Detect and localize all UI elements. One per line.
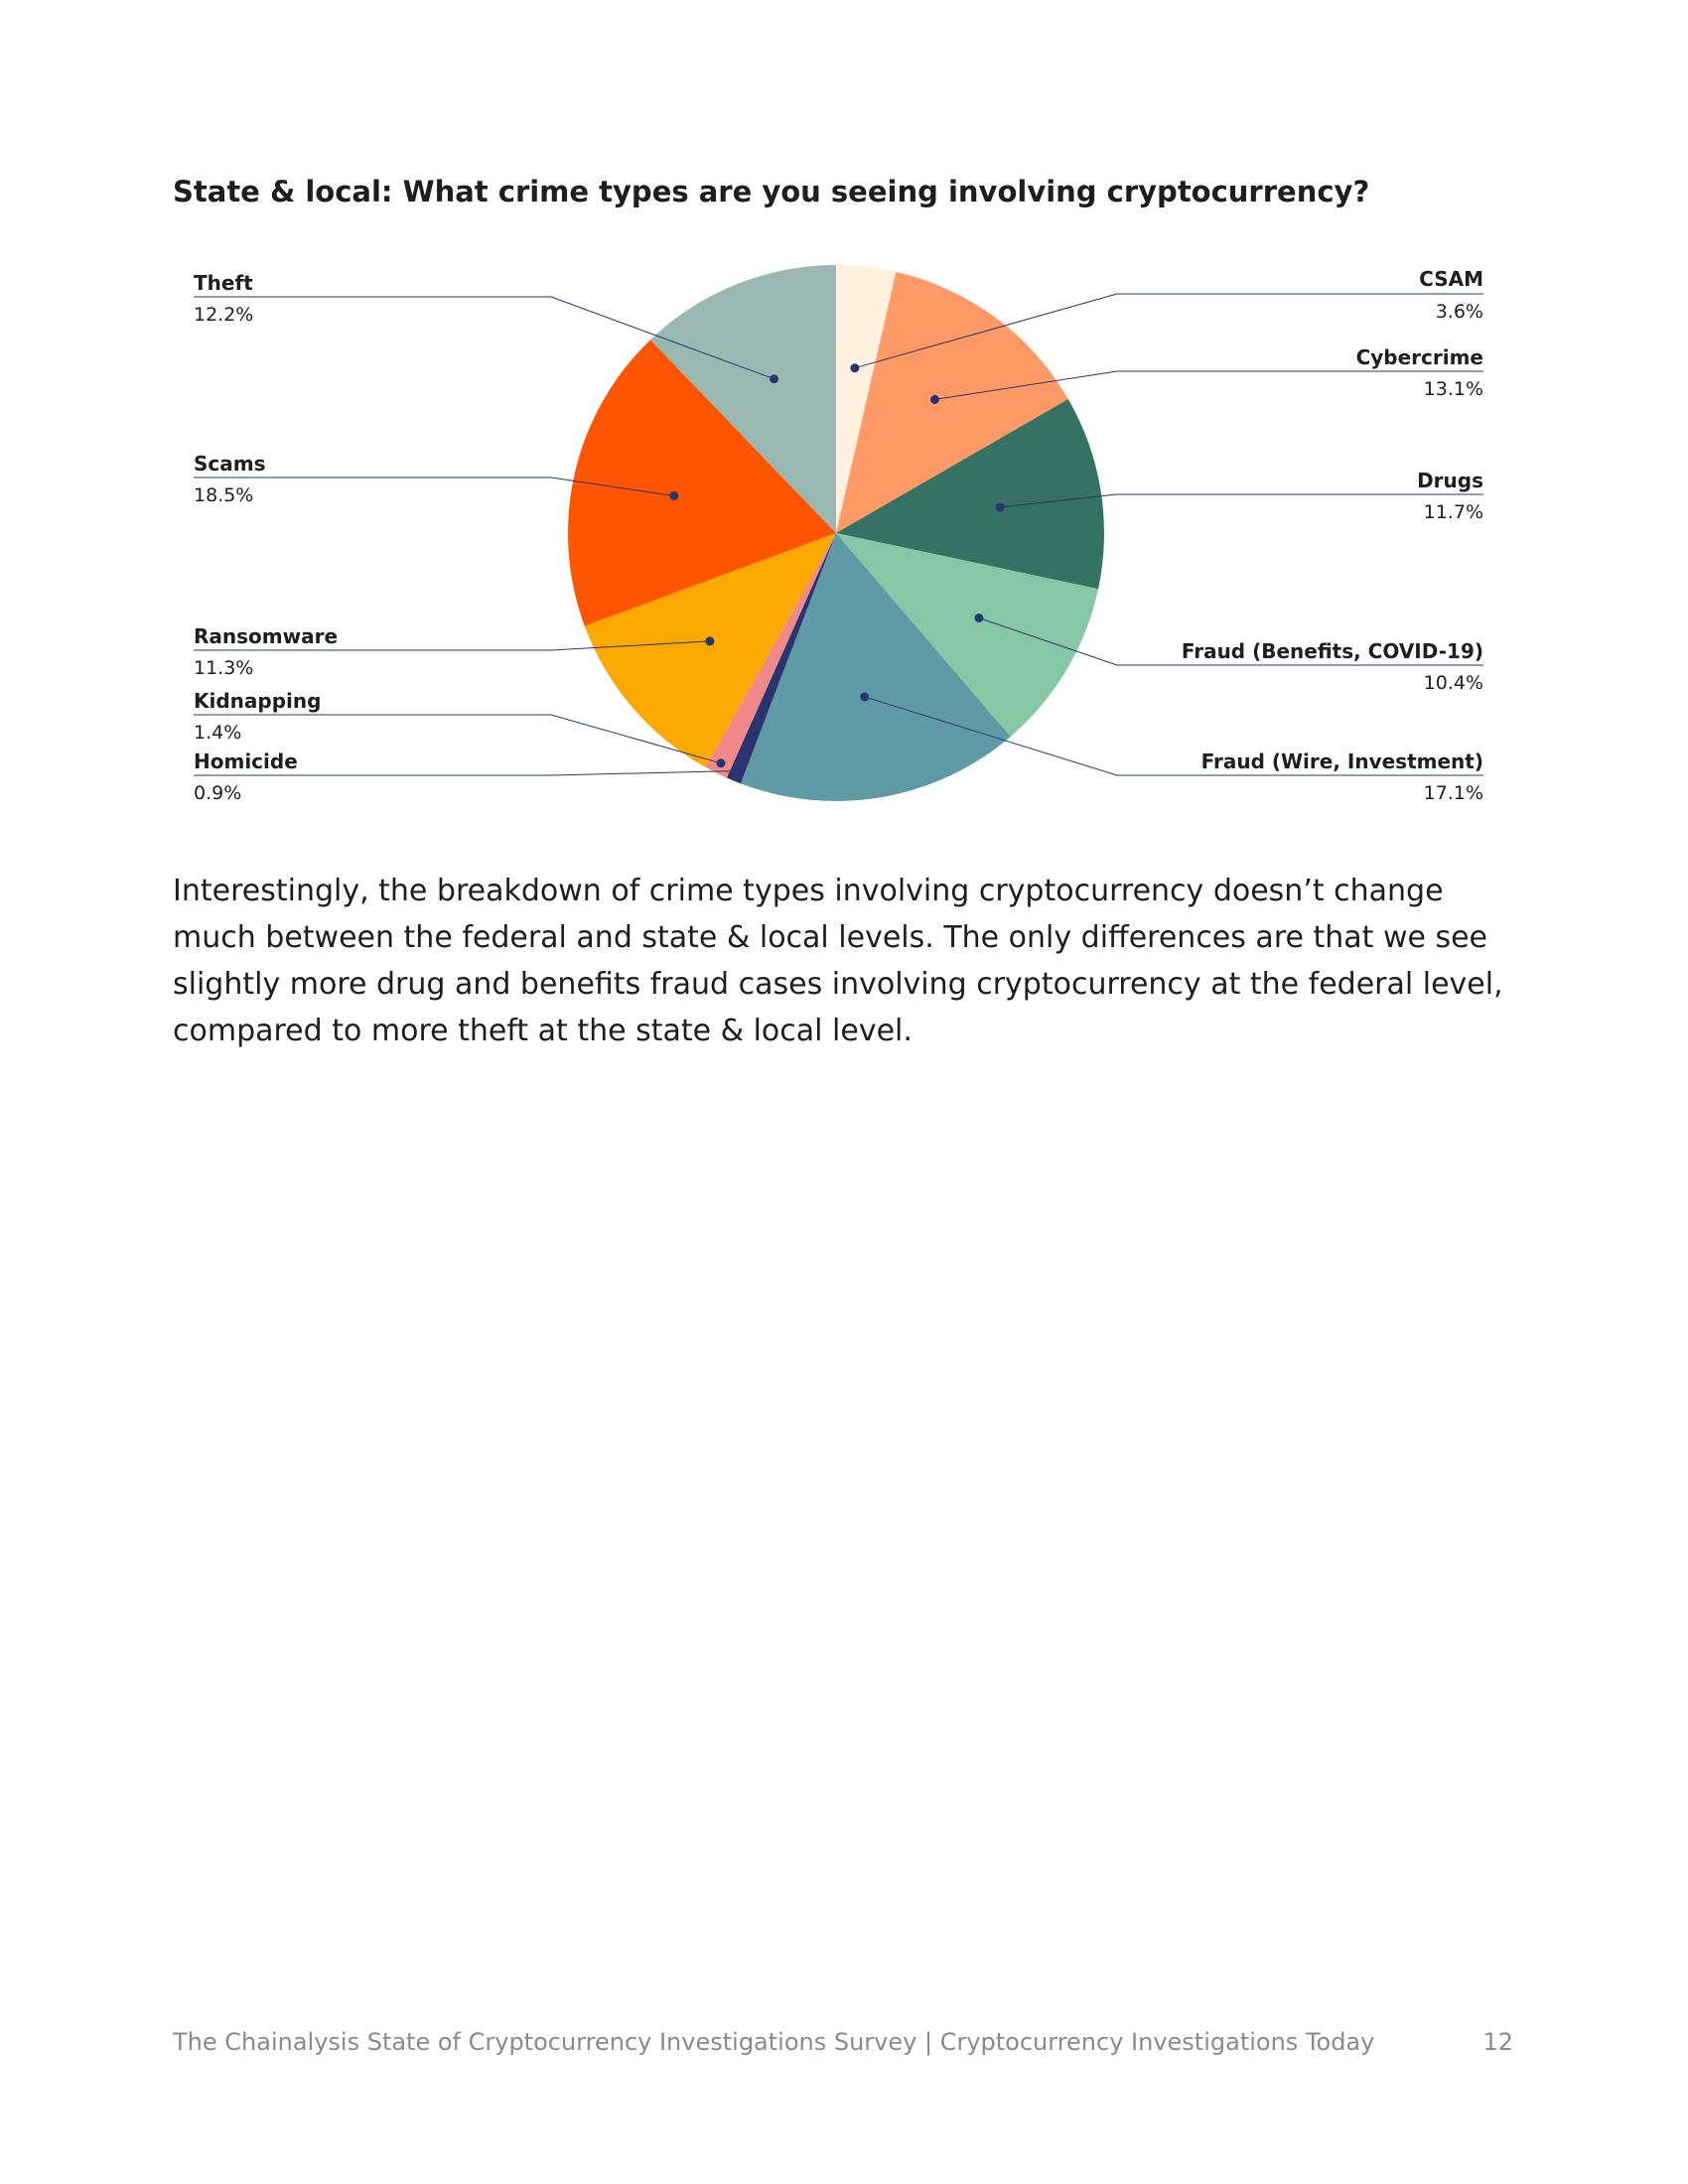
callout-marker-scams: [669, 491, 678, 500]
pie-chart: [0, 0, 1688, 893]
slice-label-scams: Scams: [194, 452, 266, 476]
slice-value-csam: 3.6%: [1435, 301, 1483, 323]
slice-label-csam: CSAM: [1419, 267, 1483, 291]
chart-title: State & local: What crime types are you seeing involving cryptocurrency?: [173, 175, 1370, 208]
slice-label-kidnapping: Kidnapping: [194, 689, 322, 713]
slice-label-theft: Theft: [194, 271, 253, 295]
callout-marker-fraud-benefits-covid-19: [974, 614, 983, 622]
slice-value-kidnapping: 1.4%: [194, 722, 242, 744]
callout-marker-csam: [850, 363, 859, 372]
slice-value-ransomware: 11.3%: [194, 657, 254, 679]
slice-label-fraud-benefits-covid-19: Fraud (Benefits, COVID-19): [1181, 639, 1483, 663]
footer-text: The Chainalysis State of Cryptocurrency Investigations Survey | Cryptocurrency Investigations Today: [173, 2028, 1375, 2056]
slice-label-fraud-wire-investment: Fraud (Wire, Investment): [1200, 750, 1483, 773]
page-number: 12: [1482, 2028, 1513, 2056]
slice-label-drugs: Drugs: [1417, 469, 1483, 492]
slice-value-fraud-wire-investment: 17.1%: [1423, 782, 1483, 804]
callout-marker-cybercrime: [930, 395, 939, 404]
slice-value-fraud-benefits-covid-19: 10.4%: [1423, 672, 1483, 694]
callout-marker-theft: [770, 374, 778, 383]
slice-value-cybercrime: 13.1%: [1423, 378, 1483, 400]
callout-marker-homicide: [734, 766, 743, 775]
callout-marker-ransomware: [705, 636, 714, 645]
slice-label-cybercrime: Cybercrime: [1355, 345, 1483, 369]
callout-marker-fraud-wire-investment: [860, 692, 869, 701]
slice-value-drugs: 11.7%: [1423, 501, 1483, 523]
callout-marker-kidnapping: [717, 758, 726, 767]
slice-label-ransomware: Ransomware: [194, 624, 339, 648]
body-paragraph: Interestingly, the breakdown of crime types involving cryptocurrency doesn’t change much between the federal and state & local levels. The only differences are that we see slightly more drug and benefits fraud cases involving cryptocurrency at the federal level, compared to more theft at the state & local level.: [173, 874, 1503, 1048]
callout-marker-drugs: [996, 502, 1005, 511]
pie-slices: [568, 265, 1104, 801]
slice-label-homicide: Homicide: [194, 750, 298, 773]
slice-value-scams: 18.5%: [194, 484, 254, 506]
slice-value-theft: 12.2%: [194, 304, 254, 326]
slice-value-homicide: 0.9%: [194, 782, 242, 804]
